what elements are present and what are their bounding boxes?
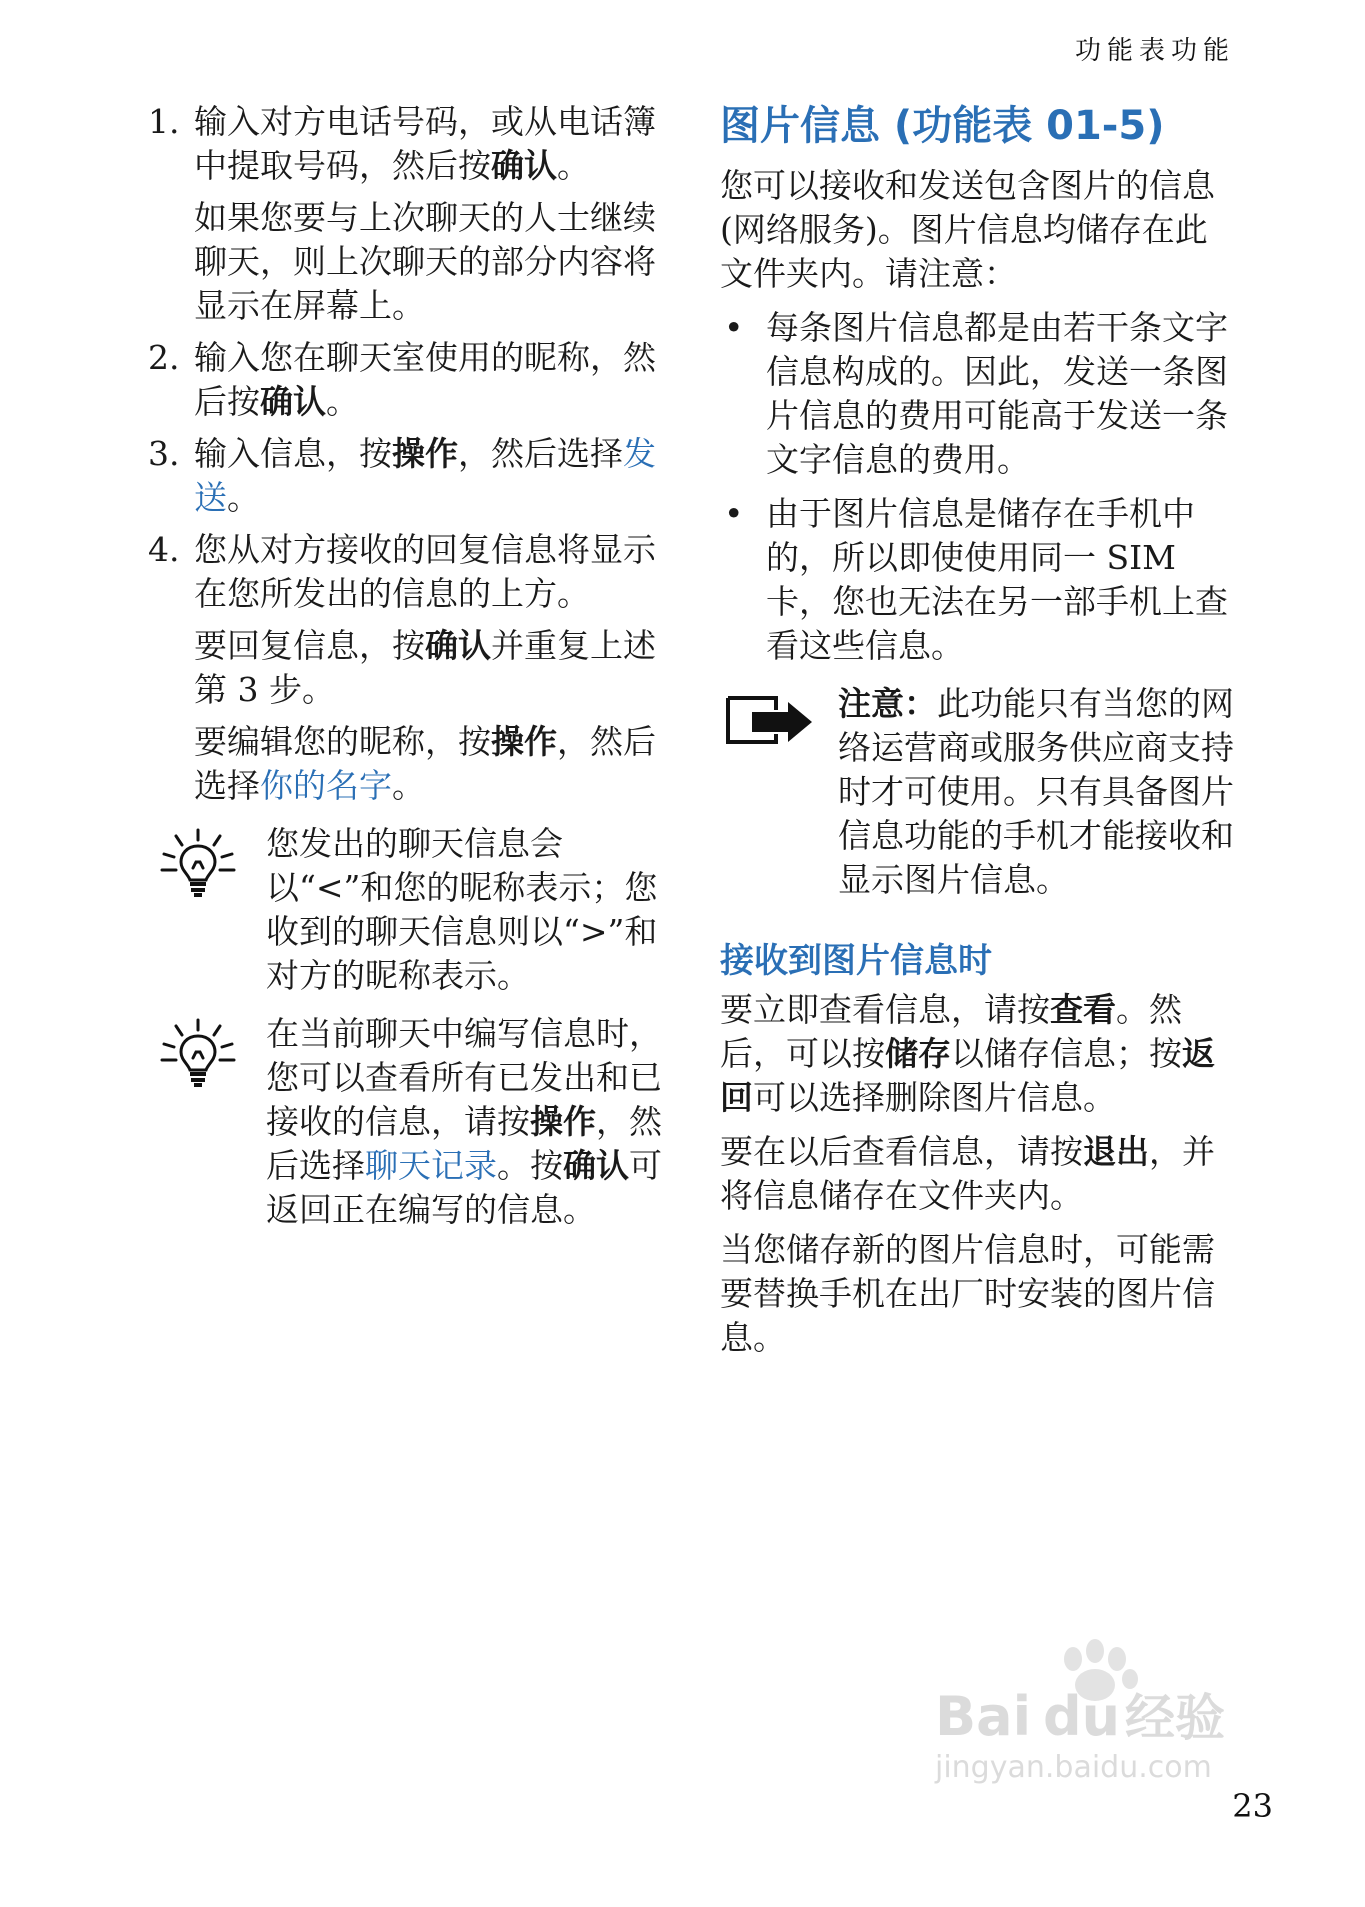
text: 可返回正在编写的信息。 bbox=[266, 1146, 662, 1229]
note-box bbox=[720, 682, 1240, 902]
bullet-icon: • bbox=[724, 494, 744, 533]
step-1 bbox=[148, 100, 668, 328]
text: 。 bbox=[326, 382, 359, 421]
step-number: 2. bbox=[148, 338, 180, 377]
tip-text bbox=[266, 1012, 668, 1232]
watermark-logo-text-2: du bbox=[1043, 1685, 1121, 1748]
bullet-text: 由于图片信息是储存在手机中的，所以即使使用同一 SIM 卡，您也无法在另一部手机上查看这些信息。 bbox=[766, 494, 1228, 665]
menu-option-chat-history: 聊天记录 bbox=[365, 1146, 497, 1185]
step-text: 您从对方接收的回复信息将显示在您所发出的信息的上方。 bbox=[194, 530, 656, 613]
step-number: 3. bbox=[148, 434, 180, 473]
text: 可以选择删除图片信息。 bbox=[753, 1078, 1116, 1117]
watermark-url: jingyan.baidu.com bbox=[935, 1750, 1212, 1785]
page-number: 23 bbox=[1232, 1787, 1273, 1825]
step-2 bbox=[148, 336, 668, 424]
note-text bbox=[838, 682, 1240, 902]
note-pointer-icon bbox=[724, 690, 816, 750]
text: ，然后选择 bbox=[194, 722, 656, 805]
bullet-icon: • bbox=[724, 308, 744, 347]
tip-2 bbox=[148, 1012, 668, 1232]
text: 要回复信息，按 bbox=[194, 626, 425, 665]
softkey-label: 确认 bbox=[425, 626, 491, 665]
softkey-label: 操作 bbox=[530, 1102, 596, 1141]
text: 输入信息，按 bbox=[194, 434, 392, 473]
softkey-label: 退出 bbox=[1083, 1132, 1149, 1171]
step-text bbox=[194, 432, 668, 520]
watermark-suffix: 经验 bbox=[1125, 1689, 1225, 1747]
text: 要立即查看信息，请按 bbox=[720, 990, 1050, 1029]
watermark-logo-text: Bai bbox=[935, 1685, 1032, 1748]
tip-text: 您发出的聊天信息会以“<”和您的昵称表示；您收到的聊天信息则以“>”和对方的昵称表示。 bbox=[266, 824, 658, 995]
step-3 bbox=[148, 432, 668, 520]
menu-option-your-name: 你的名字 bbox=[260, 766, 392, 805]
step-detail bbox=[194, 624, 668, 712]
text: 以储存信息；按 bbox=[951, 1034, 1182, 1073]
note-label: 注意： bbox=[838, 684, 937, 723]
softkey-label: 确认 bbox=[491, 146, 557, 185]
text: 。然后，可以按 bbox=[720, 990, 1182, 1073]
left-column bbox=[148, 100, 668, 1242]
step-text bbox=[194, 336, 668, 424]
text: ，并将信息储存在文件夹内。 bbox=[720, 1132, 1215, 1215]
paragraph bbox=[720, 988, 1240, 1120]
softkey-label: 查看 bbox=[1050, 990, 1116, 1029]
baidu-jingyan-watermark bbox=[925, 1637, 1255, 1787]
bullet-text: 每条图片信息都是由若干条文字信息构成的。因此，发送一条图片信息的费用可能高于发送一条文字信息的费用。 bbox=[766, 308, 1228, 479]
text: 输入您在聊天室使用的昵称，然后按 bbox=[194, 338, 656, 421]
step-detail: 如果您要与上次聊天的人士继续聊天，则上次聊天的部分内容将显示在屏幕上。 bbox=[194, 198, 656, 325]
text: 。 bbox=[227, 478, 260, 517]
lightbulb-icon bbox=[160, 828, 236, 898]
text: 并重复上述第 3 步。 bbox=[194, 626, 656, 709]
text: 要在以后查看信息，请按 bbox=[720, 1132, 1083, 1171]
bullet-item bbox=[720, 306, 1240, 482]
softkey-label: 操作 bbox=[491, 722, 557, 761]
text: 在当前聊天中编写信息时，您可以查看所有已发出和已接收的信息，请按 bbox=[266, 1014, 662, 1141]
section-title: 图片信息 (功能表 01-5) bbox=[720, 103, 1165, 149]
tip-1 bbox=[148, 822, 668, 998]
softkey-label: 返回 bbox=[720, 1034, 1215, 1117]
menu-option-send: 发送 bbox=[194, 434, 656, 517]
right-column bbox=[720, 100, 1240, 1370]
step-detail bbox=[194, 720, 668, 808]
step-number: 4. bbox=[148, 530, 180, 569]
text: 。 bbox=[392, 766, 425, 805]
softkey-label: 确认 bbox=[563, 1146, 629, 1185]
lightbulb-icon bbox=[160, 1018, 236, 1088]
step-text bbox=[194, 100, 668, 188]
intro-paragraph: 您可以接收和发送包含图片的信息 (网络服务)。图片信息均储存在此文件夹内。请注意： bbox=[720, 166, 1215, 293]
step-4 bbox=[148, 528, 668, 808]
text: 。 bbox=[557, 146, 590, 185]
text: 输入对方电话号码，或从电话簿中提取号码，然后按 bbox=[194, 102, 656, 185]
bullet-item bbox=[720, 492, 1240, 668]
running-header: 功能表功能 bbox=[1074, 36, 1235, 66]
text: ，然后选择 bbox=[458, 434, 623, 473]
text: 。按 bbox=[497, 1146, 563, 1185]
softkey-label: 储存 bbox=[885, 1034, 951, 1073]
step-number: 1. bbox=[148, 102, 180, 141]
text: ，然后选择 bbox=[266, 1102, 662, 1185]
paragraph bbox=[720, 1130, 1240, 1218]
softkey-label: 确认 bbox=[260, 382, 326, 421]
sub-title: 接收到图片信息时 bbox=[720, 941, 992, 981]
paragraph: 当您储存新的图片信息时，可能需要替换手机在出厂时安装的图片信息。 bbox=[720, 1230, 1215, 1357]
text: 此功能只有当您的网络运营商或服务供应商支持时才可使用。只有具备图片信息功能的手机才能接收和显示图片信息。 bbox=[838, 684, 1234, 899]
text: 要编辑您的昵称，按 bbox=[194, 722, 491, 761]
softkey-label: 操作 bbox=[392, 434, 458, 473]
